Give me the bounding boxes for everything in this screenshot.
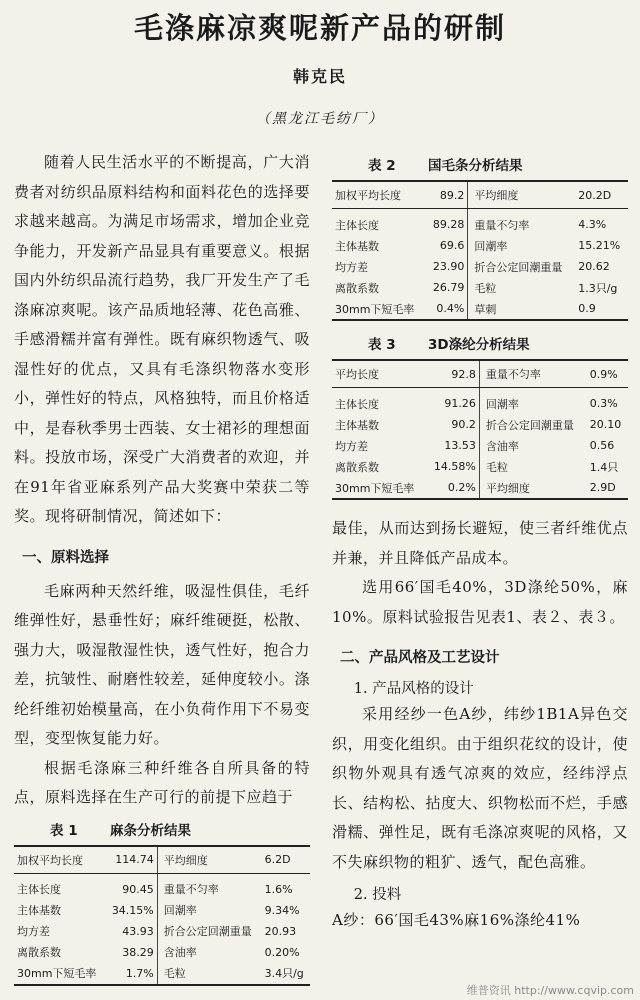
table-cell: 折合公定回潮重量 bbox=[485, 418, 574, 432]
table-header-row bbox=[14, 846, 310, 874]
table-cell: 重量不匀率 bbox=[163, 883, 219, 896]
table-cell: 重量不匀率 bbox=[474, 218, 530, 232]
table-cell: 0.4% bbox=[426, 298, 468, 320]
table-cell: 主体基数 bbox=[335, 418, 379, 432]
table-cell: 89.28 bbox=[426, 214, 468, 235]
author-affiliation: （黑龙江毛纺厂） bbox=[256, 111, 384, 127]
subsection-style-design: 1. 产品风格的设计 bbox=[353, 681, 474, 697]
table2 bbox=[332, 180, 628, 321]
table-cell: 1.6% bbox=[264, 882, 293, 896]
table-cell: 38.29 bbox=[105, 942, 157, 963]
materials-paragraph-1: 毛麻两种天然纤维，吸湿性俱佳，毛纤维弹性好，悬垂性好；麻纤维硬挺，松散、强力大，吸湿散湿性快，透气性好，抱合力差，抗皱性、耐磨性较差，延伸度较小。涤纶纤维初始模量高，在小负荷作用下不易变型，变型恢复能力好。 bbox=[14, 581, 310, 747]
table-row bbox=[14, 942, 310, 963]
table1-caption bbox=[14, 819, 310, 839]
table3-number: 表 3 bbox=[368, 337, 396, 353]
table-cell: 含油率 bbox=[485, 439, 519, 453]
table-cell: 20.93 bbox=[264, 924, 297, 938]
table-cell: 主体长度 bbox=[335, 397, 379, 411]
table-cell: 草刺 bbox=[468, 298, 575, 320]
table-cell: 26.79 bbox=[426, 277, 468, 298]
table-cell: 0.9% bbox=[587, 360, 628, 388]
table-cell: 毛粒 bbox=[157, 963, 261, 985]
table-row bbox=[332, 277, 628, 298]
table-row bbox=[332, 456, 628, 477]
table-cell: 1.4只 bbox=[589, 460, 619, 474]
table-cell: 加权平均长度 bbox=[14, 846, 105, 874]
table2-title: 国毛条分析结果 bbox=[428, 158, 523, 174]
table-cell: 主体长度 bbox=[335, 218, 379, 232]
table-cell: 23.90 bbox=[426, 256, 468, 277]
table-cell: 6.2D bbox=[262, 846, 310, 874]
table-cell: 回潮率 bbox=[485, 397, 519, 411]
table-row bbox=[332, 256, 628, 277]
table-row bbox=[332, 477, 628, 499]
table1 bbox=[14, 845, 310, 986]
table-cell: 1.3只/g bbox=[578, 281, 618, 295]
table-cell: 34.15% bbox=[105, 900, 157, 921]
feed-paragraph: A纱：66′国毛43%麻16%涤纶41% bbox=[332, 911, 581, 929]
table3 bbox=[332, 359, 628, 500]
watermark: 维普资讯 http://www.cqvip.com bbox=[466, 984, 634, 997]
table-row bbox=[332, 298, 628, 320]
table-cell: 0.56 bbox=[589, 439, 615, 452]
table-cell: 0.9 bbox=[575, 298, 628, 320]
table2-caption bbox=[332, 154, 628, 174]
continuation-paragraph: 最佳，从而达到扬长避短，使三者纤维优点并兼，并且降低产品成本。 bbox=[332, 519, 628, 567]
table-cell: 均方差 bbox=[335, 260, 368, 274]
table-cell: 平均细度 bbox=[157, 846, 261, 874]
table-cell: 主体长度 bbox=[17, 883, 61, 896]
table-cell: 主体基数 bbox=[17, 904, 61, 917]
right-column bbox=[332, 148, 628, 936]
table-cell: 14.58% bbox=[426, 456, 479, 477]
table-row bbox=[332, 393, 628, 414]
intro-paragraph: 随着人民生活水平的不断提高，广大消费者对纺织品原料结构和面料花色的选择要求越来越高。为满足市场需求，增加企业竞争能力，开发新产品显具有重要意义。根据国内外纺织品流行趋势，我厂开发生产了毛涤麻凉爽呢。该产品质地轻薄、花色高雅、手感滑糯并富有弹性。既有麻织物透气、吸湿性好的优点，又具有毛涤织物落水变形小，弹性好的特点，风格独特，而且价格适中，是春秋季男士西装、女士裙衫的理想面料。投放市场，深受广大消费者的欢迎，并在91年省亚麻系列产品大奖赛中荣获二等奖。现将研制情况，简述如下： bbox=[14, 153, 310, 525]
materials-paragraph-2: 根据毛涤麻三种纤维各自所具备的特点，原料选择在生产可行的前提下应趋于 bbox=[14, 758, 310, 806]
table-cell: 均方差 bbox=[17, 925, 50, 938]
table-cell: 30mm下短毛率 bbox=[14, 963, 105, 985]
table-cell: 均方差 bbox=[335, 439, 368, 453]
table3-title: 3D涤纶分析结果 bbox=[428, 337, 530, 353]
table-cell: 43.93 bbox=[105, 921, 157, 942]
table-cell: 20.10 bbox=[589, 418, 622, 431]
table-row bbox=[332, 235, 628, 256]
table-row bbox=[14, 963, 310, 985]
table-cell: 91.26 bbox=[426, 393, 479, 414]
paper-title: 毛涤麻凉爽呢新产品的研制 bbox=[133, 11, 506, 45]
subsection-feed: 2. 投料 bbox=[353, 887, 402, 903]
table-cell: 3.4只/g bbox=[262, 963, 310, 985]
table-cell: 离散系数 bbox=[17, 946, 61, 959]
table-cell: 含油率 bbox=[163, 946, 197, 959]
table-cell: 折合公定回潮重量 bbox=[163, 925, 252, 938]
table-header-row bbox=[332, 360, 628, 388]
table2-number: 表 2 bbox=[368, 158, 396, 174]
table-row bbox=[332, 214, 628, 235]
table-cell: 2.9D bbox=[587, 477, 628, 499]
table-cell: 折合公定回潮重量 bbox=[474, 260, 563, 274]
table-cell: 13.53 bbox=[426, 435, 479, 456]
table-cell: 主体基数 bbox=[335, 239, 379, 253]
table-cell: 114.74 bbox=[105, 846, 157, 874]
table-cell: 0.2% bbox=[426, 477, 479, 499]
table-cell: 9.34% bbox=[264, 903, 300, 917]
table-cell: 92.8 bbox=[426, 360, 479, 388]
style-design-paragraph: 采用经纱一色A纱，纬纱1B1A异色交织，用变化组织。由于组织花纹的设计，使织物外观具有透气凉爽的效应，经纬浮点长、结构松、拈度大、织物松而不烂，手感滑糯、弹性足，既有毛涤凉爽呢的风格，又不失麻织物的粗犷、透气，配色高雅。 bbox=[332, 705, 628, 871]
table3-caption bbox=[332, 333, 628, 353]
table-cell: 90.45 bbox=[105, 879, 157, 900]
table-cell: 30mm下短毛率 bbox=[332, 477, 426, 499]
table-cell: 平均细度 bbox=[468, 181, 575, 209]
table-cell: 4.3% bbox=[578, 218, 607, 231]
table-cell: 89.2 bbox=[426, 181, 468, 209]
table-cell: 0.20% bbox=[264, 945, 300, 959]
table-cell: 30mm下短毛率 bbox=[332, 298, 426, 320]
table-cell: 平均细度 bbox=[479, 477, 586, 499]
section-heading-materials: 一、原料选择 bbox=[22, 549, 109, 566]
table-cell: 20.62 bbox=[578, 260, 610, 273]
section-heading-style-design: 二、产品风格及工艺设计 bbox=[340, 650, 500, 666]
table-cell: 毛粒 bbox=[485, 460, 508, 474]
table-row bbox=[14, 879, 310, 900]
table-cell: 回潮率 bbox=[163, 904, 197, 917]
table-header-row bbox=[332, 181, 628, 209]
left-column bbox=[14, 148, 310, 986]
table-cell: 离散系数 bbox=[335, 460, 379, 474]
table-cell: 1.7% bbox=[105, 963, 157, 985]
table-cell: 20.2D bbox=[575, 181, 628, 209]
table-cell: 加权平均长度 bbox=[332, 181, 426, 209]
table-cell: 毛粒 bbox=[474, 281, 497, 295]
table-row bbox=[14, 900, 310, 921]
table1-number: 表 1 bbox=[50, 822, 78, 839]
table-cell: 重量不匀率 bbox=[479, 360, 586, 388]
table1-title: 麻条分析结果 bbox=[110, 822, 191, 839]
author-name: 韩克民 bbox=[292, 67, 347, 86]
table-cell: 平均长度 bbox=[332, 360, 426, 388]
table-row bbox=[332, 414, 628, 435]
table-cell: 离散系数 bbox=[335, 281, 379, 295]
table-row bbox=[14, 921, 310, 942]
table-row bbox=[332, 435, 628, 456]
materials-ratio-paragraph: 选用66′国毛40%，3D涤纶50%，麻10%。原料试验报告见表1、表２、表３。 bbox=[332, 578, 628, 626]
table-cell: 90.2 bbox=[426, 414, 479, 435]
table-cell: 0.3% bbox=[589, 397, 618, 410]
table-cell: 15.21% bbox=[578, 239, 621, 252]
table-cell: 69.6 bbox=[426, 235, 468, 256]
table-cell: 回潮率 bbox=[474, 239, 508, 253]
